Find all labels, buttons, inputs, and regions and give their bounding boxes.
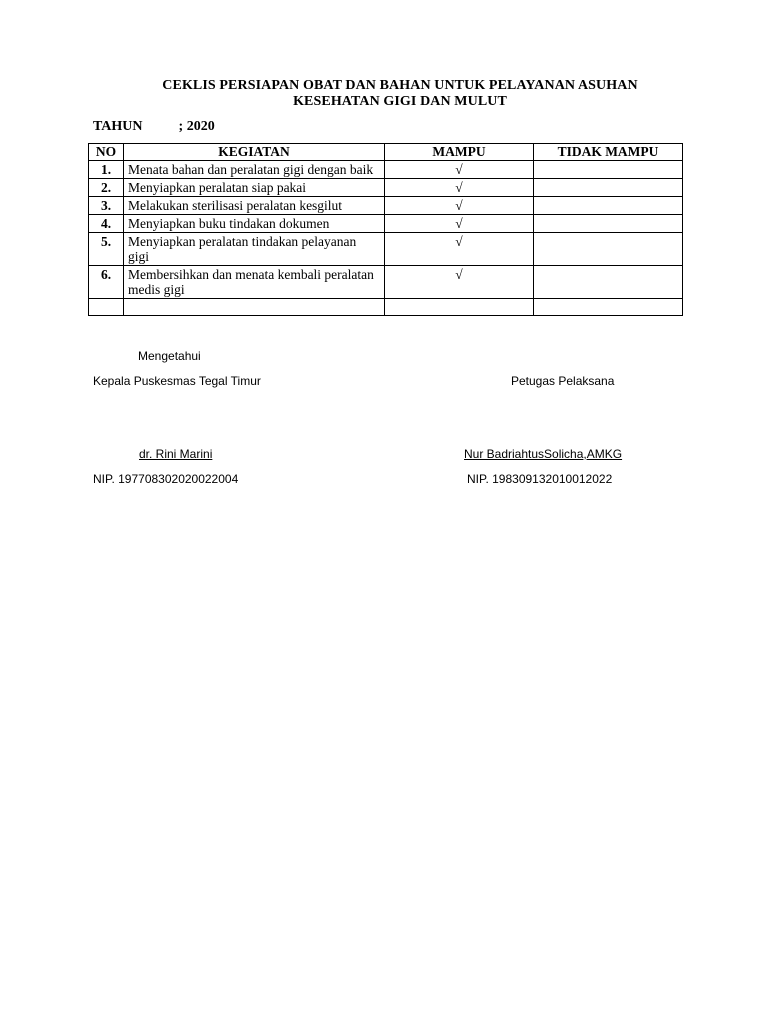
row-number: 2. xyxy=(89,179,124,197)
header-kegiatan: KEGIATAN xyxy=(124,144,385,161)
left-nip: NIP. 197708302020022004 xyxy=(93,472,239,486)
empty-cell xyxy=(385,299,534,316)
table-row xyxy=(89,233,683,266)
right-signatory-name: Nur BadriahtusSolicha,AMKG xyxy=(464,447,623,461)
row-tidak-mampu xyxy=(534,266,683,299)
header-mampu: MAMPU xyxy=(385,144,534,161)
table-row xyxy=(89,197,683,215)
row-mampu-check: √ xyxy=(385,179,534,197)
row-mampu-check: √ xyxy=(385,266,534,299)
row-tidak-mampu xyxy=(534,233,683,266)
table-header-row xyxy=(89,144,683,161)
row-kegiatan: Menyiapkan peralatan tindakan pelayanan gigi xyxy=(124,233,385,266)
title-line-2: KESEHATAN GIGI DAN MULUT xyxy=(293,94,507,109)
header-no: NO xyxy=(89,144,124,161)
row-mampu-check: √ xyxy=(385,197,534,215)
row-number: 4. xyxy=(89,215,124,233)
year-value: ; 2020 xyxy=(178,119,215,134)
row-kegiatan: Menata bahan dan peralatan gigi dengan baik xyxy=(124,161,385,179)
row-number: 1. xyxy=(89,161,124,179)
table-row xyxy=(89,266,683,299)
row-tidak-mampu xyxy=(534,215,683,233)
row-tidak-mampu xyxy=(534,179,683,197)
row-kegiatan: Menyiapkan buku tindakan dokumen xyxy=(124,215,385,233)
empty-cell xyxy=(534,299,683,316)
row-mampu-check: √ xyxy=(385,233,534,266)
empty-cell xyxy=(124,299,385,316)
year-label: TAHUN xyxy=(93,119,143,134)
row-kegiatan: Menyiapkan peralatan siap pakai xyxy=(124,179,385,197)
year-line xyxy=(93,119,215,135)
right-position-title: Petugas Pelaksana xyxy=(511,374,615,388)
row-mampu-check: √ xyxy=(385,215,534,233)
row-kegiatan: Membersihkan dan menata kembali peralatan medis gigi xyxy=(124,266,385,299)
table-row xyxy=(89,215,683,233)
right-nip: NIP. 198309132010012022 xyxy=(467,472,613,486)
row-number: 6. xyxy=(89,266,124,299)
row-number: 5. xyxy=(89,233,124,266)
title-line-1: CEKLIS PERSIAPAN OBAT DAN BAHAN UNTUK PELAYANAN ASUHAN xyxy=(162,78,638,93)
row-kegiatan: Melakukan sterilisasi peralatan kesgilut xyxy=(124,197,385,215)
table-row xyxy=(89,161,683,179)
row-number: 3. xyxy=(89,197,124,215)
table-row xyxy=(89,179,683,197)
mengetahui-label: Mengetahui xyxy=(138,349,201,363)
header-tidak-mampu: TIDAK MAMPU xyxy=(534,144,683,161)
left-position-title: Kepala Puskesmas Tegal Timur xyxy=(93,374,261,388)
row-mampu-check: √ xyxy=(385,161,534,179)
document-title xyxy=(80,78,720,110)
checklist-table xyxy=(88,143,683,316)
empty-cell xyxy=(89,299,124,316)
left-signatory-name: dr. Rini Marini xyxy=(139,447,213,461)
row-tidak-mampu xyxy=(534,197,683,215)
row-tidak-mampu xyxy=(534,161,683,179)
empty-table-row xyxy=(89,299,683,316)
